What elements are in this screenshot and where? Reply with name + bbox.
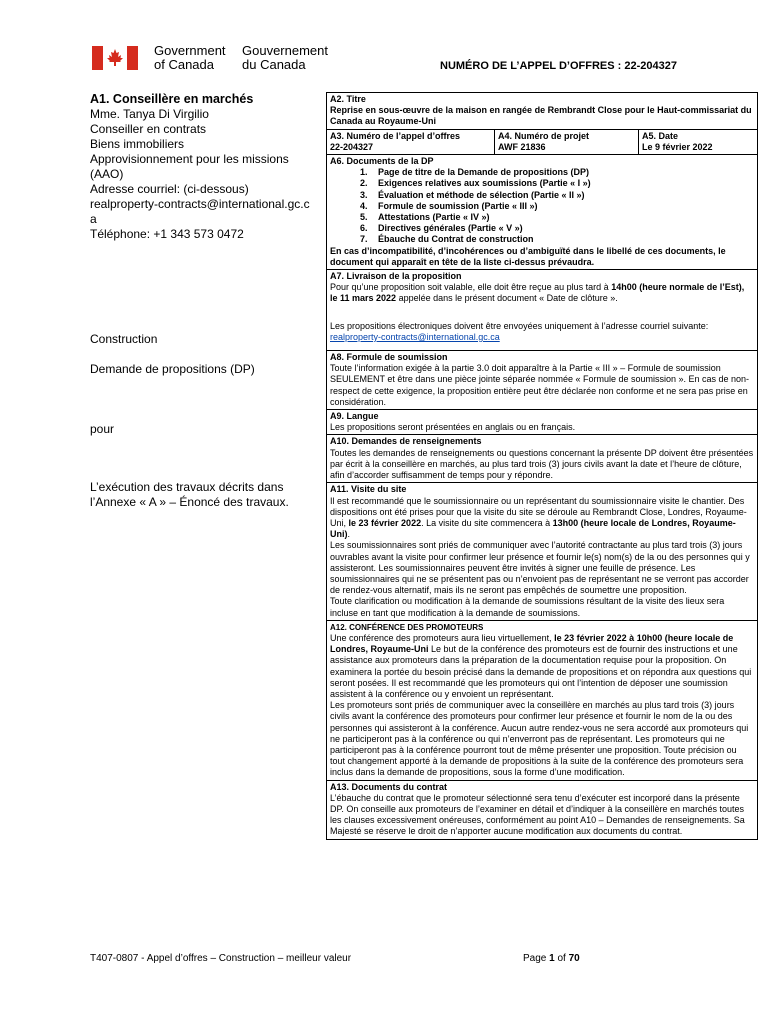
a10-section [327,435,757,483]
a6-label: A6. Documents de la DP [330,156,434,167]
a11-label: A11. Visite du site [330,484,407,495]
a9-text: Les propositions seront présentées en anglais ou en français. [330,422,576,433]
contact-phone: Téléphone: +1 343 573 0472 [90,227,244,241]
a3-a5-row [327,130,757,155]
a1-title: A1. Conseillère en marchés [90,92,254,106]
list-item: 2. Exigences relatives aux soumissions (Partie « I ») [370,178,754,189]
a7-label: A7. Livraison de la proposition [330,271,462,282]
a11-p2: Les soumissionnaires sont priés de communiquer avec l’autorité contractante au plus tard trois (3) jours ouvrables avant la visite pour confirmer leur présence et fournir le(s) nom(s) de la ou des personnes qui y assisteront. Les soumissionnaires peuvent être invités à signer une feuille de présence. Les soumissionnaires qui ne se présentent pas ou n’envoient pas de représentant ne se verront pas accorder de rendez-vous alternatif, mais ils ne seront pas empêchés de soumettre une proposition. [330,540,750,596]
a5-value: Le 9 février 2022 [642,141,713,152]
contact-division: Approvisionnement pour les missions (AAO) [90,152,289,181]
execution-heading: L’exécution des travaux décrits dans l’Annexe « A » – Énoncé des travaux. [90,480,289,509]
construction-heading: Construction [90,332,158,346]
list-item: 7. Ébauche du Contrat de construction [370,234,754,245]
a3-cell [327,130,495,154]
list-item: 6. Directives générales (Partie « V ») [370,223,754,234]
a7-electronic-note: Les propositions électroniques doivent être envoyées uniquement à l’adresse courriel suivante: [330,320,709,331]
a9-label: A9. Langue [330,411,379,422]
contact-role: Conseiller en contrats [90,122,207,136]
government-of-canada-fr: Gouvernement du Canada [242,43,328,72]
a8-section [327,351,757,410]
contact-name: Mme. Tanya Di Virgilio [90,107,209,121]
a8-text: Toute l’information exigée à la partie 3.0 doit apparaître à la Partie « III » – Formule de soumission SEULEMENT et être dans une pièce jointe séparée nommée « Formule de soumission ». En cas de non-respect de cette exigence, la proposition entière peut être déclarée non conforme et ne sera pas prise en considération. [330,363,750,407]
a11-p3: Toute clarification ou modification à la demande de soumissions résultant de la visite des lieux sera incluse en tant que modification à la demande de soumissions. [330,596,725,618]
a13-section [327,781,757,839]
a5-label: A5. Date [642,130,679,141]
a3-value: 22-204327 [330,141,374,152]
a2-label: A2. Titre [330,94,366,104]
a3-label: A3. Numéro de l’appel d’offres [330,130,461,141]
a2-section [327,93,757,130]
government-of-canada-en: Government of Canada [154,43,226,72]
a6-section [327,155,757,270]
pour-heading: pour [90,422,115,436]
list-item: 1. Page de titre de la Demande de propositions (DP) [370,167,754,178]
a12-p1: Une conférence des promoteurs aura lieu virtuellement, le 23 février 2022 à 10h00 (heure locale de Londres, Royaume-Uni Le but de la conférence des promoteurs est de fournir des instructions et une assistance aux promoteurs dans la préparation de la documentation requise pour la proposition. On examinera la portée du besoin précisé dans la demande de propositions et on répondra aux questions qui seront posées. Il est recommandé que les promoteurs qui ont l’intention de déposer une soumission assistent à la conférence ou y envoient un représentant. [330,632,752,699]
a12-section [327,621,757,781]
rfp-documents-list [330,167,754,245]
a12-label: A12. CONFÉRENCE DES PROMOTEURS [330,622,484,632]
rfp-heading: Demande de propositions (DP) [90,362,255,376]
contact-department: Biens immobiliers [90,137,185,151]
a7-email-link[interactable]: realproperty-contracts@international.gc.ca [330,331,500,342]
a8-label: A8. Formule de soumission [330,352,448,363]
a4-label: A4. Numéro de projet [498,130,590,141]
list-item: 5. Attestations (Partie « IV ») [370,212,754,223]
contact-email-label: Adresse courriel: (ci-dessous) [90,182,249,196]
a4-cell [495,130,639,154]
a6-note: En cas d’incompatibilité, d’incohérences ou d’ambiguïté dans le libellé de ces documents, le document qui apparaît en tête de la liste ci-dessus prévaudra. [330,245,726,267]
list-item: 4. Formule de soumission (Partie « III ») [370,201,754,212]
a2-title: Reprise en sous-œuvre de la maison en rangée de Rembrandt Close pour le Haut-commissariat du Canada au Royaume-Uni [330,105,752,127]
a11-section [327,483,757,620]
contracting-authority-block [90,92,310,242]
a13-text: L’ébauche du contrat que le promoteur sélectionné sera tenu d’exécuter est incorporé dans la présente DP. On conseille aux promoteurs de l’examiner en détail et d’indiquer à la conseillère en marchés toutes les clauses excessivement onéreuses, conformément au point A10 – Demandes de renseignements. Sa Majesté se réserve le droit de n’apporter aucune modification aux documents du contrat. [330,792,745,837]
a7-section [327,270,757,351]
a13-label: A13. Documents du contrat [330,781,448,792]
page-number: Page 1 of 70 [523,953,580,964]
solicitation-number: NUMÉRO DE L’APPEL D’OFFRES : 22-204327 [440,60,677,72]
canada-flag-icon [92,46,138,70]
a10-text: Toutes les demandes de renseignements ou questions concernant la présente DP doivent être présentées par écrit à la conseillère en marchés, au plus tard trois (3) jours civils avant la date et l’heure de clôture, afin d’accorder suffisamment de temps pour y répondre. [330,447,754,481]
list-item: 3. Évaluation et méthode de sélection (Partie « II ») [370,190,754,201]
rfp-info-table [326,92,758,840]
a12-p2: Les promoteurs sont priés de communiquer avec la conseillère en marchés au plus tard trois (3) jours civils avant la conférence des promoteurs pour confirmer leur présence et fournir le nom de la ou des personnes qui assisteront à la conférence. Aucun autre rendez-vous ne sera accordé aux promoteurs qui ne participeront pas à la conférence ou qui n’enverront pas de représentant. Les promoteurs qui ne participeront pas à la conférence pourront tout de même présenter une proposition. Toute précision ou tout changement apporté à la demande de propositions à la suite de la conférence des promoteurs sera inclus dans la demande de propositions, sous la forme d’une modification. [330,700,749,778]
a9-section [327,410,757,435]
form-footer: T407-0807 - Appel d’offres – Construction – meilleur valeur [90,953,352,964]
a5-cell [639,130,757,154]
a10-label: A10. Demandes de renseignements [330,436,482,447]
contact-email[interactable]: realproperty-contracts@international.gc.ca [90,197,310,226]
a11-p1: Il est recommandé que le soumissionnaire ou un représentant du soumissionnaire visite le chantier. Des dispositions ont été prises pour que la visite du site se déroule au Rembrandt Close, Londres, Royaume-Uni, le 23 février 2022. La visite du site commencera à 13h00 (heure locale de Londres, Royaume-Uni). [330,495,747,540]
a4-value: AWF 21836 [498,141,546,152]
a7-deadline: Pour qu’une proposition soit valable, elle doit être reçue au plus tard à 14h00 (heure normale de l’Est), le 11 mars 2022 appelée dans le présent document « Date de clôture ». [330,282,745,304]
